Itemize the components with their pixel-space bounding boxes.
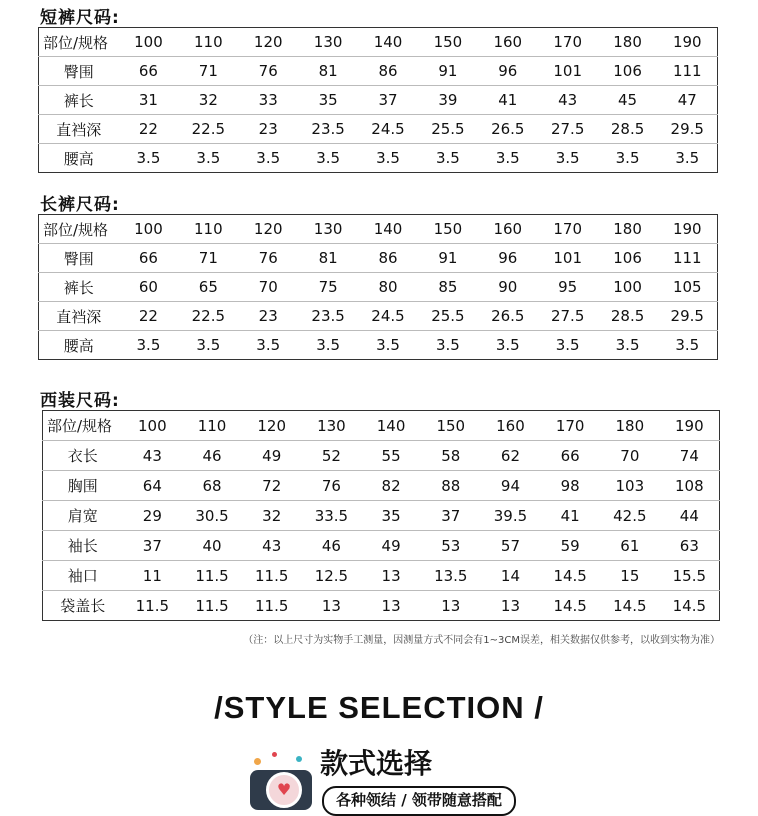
row-label-cell: 臀围 — [39, 244, 119, 273]
table-cell: 130 — [298, 215, 358, 244]
table-cell: 150 — [418, 215, 478, 244]
table-cell: 23.5 — [298, 302, 358, 331]
table-cell: 111 — [658, 244, 718, 273]
table-cell: 170 — [538, 28, 598, 57]
row-label-cell: 直裆深 — [39, 115, 119, 144]
table-cell: 91 — [418, 244, 478, 273]
table-cell: 120 — [242, 411, 302, 441]
table-cell: 120 — [238, 28, 298, 57]
table-cell: 3.5 — [555, 149, 580, 167]
table-cell: 24.5 — [358, 115, 418, 144]
table-cell: 150 — [421, 411, 481, 441]
table-cell: 33.5 — [302, 501, 362, 531]
style-selection-heading: /STYLE SELECTION / — [214, 690, 544, 725]
table-cell: 13 — [441, 596, 461, 615]
table-cell: 13 — [500, 596, 521, 615]
table-cell: 35 — [298, 86, 358, 115]
table-cell: 28.5 — [598, 115, 658, 144]
table-cell: 3.5 — [136, 149, 161, 167]
table-cell: 106 — [598, 244, 658, 273]
table-cell: 37 — [123, 531, 183, 561]
table-cell: 39.5 — [481, 501, 541, 531]
table-cell: 24.5 — [358, 302, 418, 331]
table-cell: 3.5 — [316, 149, 341, 167]
table-cell: 41 — [478, 86, 538, 115]
row-label-cell: 胸围 — [43, 471, 123, 501]
table-cell: 32 — [178, 86, 238, 115]
table-cell: 108 — [660, 471, 720, 501]
style-selection-cn-title: 款式选择 — [320, 747, 433, 780]
table-cell: 110 — [178, 28, 238, 57]
table-cell: 96 — [478, 244, 538, 273]
pants-size-table — [38, 214, 718, 360]
table-cell: 46 — [302, 531, 362, 561]
table-cell: 110 — [178, 215, 238, 244]
table-cell: 170 — [540, 411, 600, 441]
table-cell: 140 — [361, 411, 421, 441]
table-cell: 103 — [600, 471, 660, 501]
table-cell: 86 — [358, 244, 418, 273]
table-cell: 101 — [538, 57, 598, 86]
table-cell: 170 — [538, 215, 598, 244]
table-cell: 82 — [361, 471, 421, 501]
suit-size-title: 西装尺码: — [40, 391, 120, 411]
table-cell: 100 — [598, 273, 658, 302]
measurement-note: （注：以上尺寸为实物手工测量，因测量方式不同会有1~3CM误差，相关数据仅供参考，以收到实物为准） — [243, 635, 720, 646]
row-label-cell: 直裆深 — [39, 302, 119, 331]
table-cell: 85 — [418, 273, 478, 302]
table-cell: 11 — [123, 561, 183, 591]
table-cell: 3.5 — [675, 149, 700, 167]
table-cell: 14.5 — [540, 561, 600, 591]
table-cell: 23.5 — [298, 115, 358, 144]
table-cell: 31 — [119, 86, 179, 115]
tie-matching-pill: 各种领结 / 领带随意搭配 — [322, 786, 516, 816]
table-cell: 90 — [478, 273, 538, 302]
table-cell: 80 — [358, 273, 418, 302]
table-cell: 66 — [540, 441, 600, 471]
table-cell: 14 — [481, 561, 541, 591]
table-cell: 81 — [298, 57, 358, 86]
table-cell: 53 — [421, 531, 481, 561]
table-cell: 27.5 — [538, 302, 598, 331]
table-cell: 64 — [123, 471, 183, 501]
table-cell: 15 — [600, 561, 660, 591]
table-cell: 59 — [540, 531, 600, 561]
table-cell: 12.5 — [302, 561, 362, 591]
table-cell: 76 — [238, 57, 298, 86]
table-cell: 33 — [238, 86, 298, 115]
table-cell: 23 — [238, 115, 298, 144]
table-cell: 43 — [123, 441, 183, 471]
table-cell: 70 — [238, 273, 298, 302]
header-label-cell: 部位/规格 — [39, 215, 119, 244]
table-cell: 72 — [242, 471, 302, 501]
table-cell: 180 — [598, 215, 658, 244]
table-cell: 3.5 — [256, 336, 281, 354]
suit-size-table — [42, 410, 720, 621]
header-label-cell: 部位/规格 — [43, 411, 123, 441]
table-cell: 150 — [418, 28, 478, 57]
table-cell: 3.5 — [376, 336, 400, 354]
table-cell: 58 — [421, 441, 481, 471]
row-label-cell: 袖长 — [43, 531, 123, 561]
table-row — [39, 273, 718, 302]
table-cell: 28.5 — [598, 302, 658, 331]
table-cell: 74 — [660, 441, 720, 471]
table-cell: 61 — [600, 531, 660, 561]
table-cell: 3.5 — [495, 149, 520, 167]
table-cell: 23 — [238, 302, 298, 331]
header-label-cell: 部位/规格 — [39, 28, 119, 57]
table-row — [43, 471, 720, 501]
table-cell: 66 — [119, 244, 179, 273]
table-cell: 190 — [658, 215, 718, 244]
table-cell: 190 — [658, 28, 718, 57]
table-cell: 13 — [381, 596, 401, 615]
table-row — [43, 591, 720, 621]
table-cell: 22 — [119, 115, 179, 144]
table-cell: 11.5 — [135, 596, 170, 615]
table-cell: 47 — [658, 86, 718, 115]
table-cell: 22.5 — [178, 302, 238, 331]
table-row — [39, 331, 718, 360]
table-cell: 111 — [658, 57, 718, 86]
table-cell: 13.5 — [421, 561, 481, 591]
row-label-cell: 腰高 — [63, 336, 94, 355]
table-cell: 15.5 — [660, 561, 720, 591]
table-cell: 55 — [361, 441, 421, 471]
table-cell: 180 — [600, 411, 660, 441]
table-cell: 26.5 — [478, 115, 538, 144]
shorts-size-table — [38, 27, 718, 173]
table-row — [39, 86, 718, 115]
shorts-size-title: 短裤尺码: — [40, 8, 120, 28]
table-cell: 11.5 — [255, 596, 289, 615]
table-cell: 120 — [238, 215, 298, 244]
row-label-cell: 臀围 — [39, 57, 119, 86]
table-cell: 40 — [182, 531, 242, 561]
table-cell: 100 — [123, 411, 183, 441]
table-cell: 14.5 — [553, 596, 587, 615]
table-cell: 3.5 — [196, 336, 221, 354]
table-row — [39, 144, 718, 173]
row-label-cell: 裤长 — [39, 86, 119, 115]
table-cell: 22.5 — [178, 115, 238, 144]
table-cell: 42.5 — [600, 501, 660, 531]
row-label-cell: 袖口 — [43, 561, 123, 591]
table-cell: 130 — [298, 28, 358, 57]
table-cell: 43 — [538, 86, 598, 115]
table-cell: 100 — [119, 215, 179, 244]
table-cell: 101 — [538, 244, 598, 273]
table-cell: 70 — [600, 441, 660, 471]
confetti-dot-icon — [272, 752, 277, 757]
table-cell: 60 — [119, 273, 179, 302]
table-cell: 11.5 — [195, 596, 229, 615]
table-cell: 105 — [658, 273, 718, 302]
table-cell: 71 — [178, 244, 238, 273]
table-cell: 32 — [242, 501, 302, 531]
table-cell: 110 — [182, 411, 242, 441]
table-cell: 140 — [358, 28, 418, 57]
table-cell: 91 — [418, 57, 478, 86]
table-cell: 94 — [481, 471, 541, 501]
table-cell: 3.5 — [316, 336, 341, 354]
row-label-cell: 衣长 — [43, 441, 123, 471]
table-cell: 46 — [182, 441, 242, 471]
table-cell: 3.5 — [615, 149, 640, 167]
table-cell: 3.5 — [136, 336, 161, 354]
table-cell: 96 — [478, 57, 538, 86]
table-cell: 57 — [481, 531, 541, 561]
table-row — [39, 115, 718, 144]
table-cell: 29 — [123, 501, 183, 531]
table-cell: 68 — [182, 471, 242, 501]
table-cell: 49 — [361, 531, 421, 561]
table-row — [43, 561, 720, 591]
table-cell: 26.5 — [478, 302, 538, 331]
table-cell: 29.5 — [658, 302, 718, 331]
row-label-cell: 裤长 — [39, 273, 119, 302]
table-cell: 160 — [478, 215, 538, 244]
table-cell: 44 — [660, 501, 720, 531]
table-header-row — [39, 28, 718, 57]
table-row — [43, 531, 720, 561]
table-cell: 11.5 — [242, 561, 302, 591]
table-cell: 29.5 — [658, 115, 718, 144]
table-cell: 11.5 — [182, 561, 242, 591]
table-cell: 13 — [321, 596, 341, 615]
table-row — [39, 302, 718, 331]
table-cell: 160 — [481, 411, 541, 441]
table-cell: 13 — [361, 561, 421, 591]
table-cell: 65 — [178, 273, 238, 302]
pants-size-title: 长裤尺码: — [40, 195, 120, 215]
table-cell: 52 — [302, 441, 362, 471]
table-cell: 30.5 — [182, 501, 242, 531]
row-label-cell: 腰高 — [63, 149, 94, 168]
table-cell: 39 — [418, 86, 478, 115]
table-cell: 160 — [478, 28, 538, 57]
table-row — [39, 57, 718, 86]
table-row — [43, 441, 720, 471]
table-header-row — [39, 215, 718, 244]
table-cell: 3.5 — [256, 149, 281, 167]
table-cell: 140 — [358, 215, 418, 244]
row-label-cell: 袋盖长 — [60, 597, 106, 615]
table-cell: 22 — [119, 302, 179, 331]
table-cell: 3.5 — [196, 149, 221, 167]
table-cell: 14.5 — [613, 596, 647, 615]
table-cell: 25.5 — [418, 302, 478, 331]
table-cell: 35 — [361, 501, 421, 531]
table-cell: 49 — [242, 441, 302, 471]
table-cell: 25.5 — [418, 115, 478, 144]
table-cell: 190 — [660, 411, 720, 441]
table-header-row — [43, 411, 720, 441]
table-cell: 106 — [598, 57, 658, 86]
table-cell: 88 — [421, 471, 481, 501]
table-cell: 3.5 — [495, 336, 520, 354]
table-cell: 76 — [302, 471, 362, 501]
confetti-dot-icon — [296, 756, 302, 762]
table-cell: 27.5 — [538, 115, 598, 144]
table-cell: 3.5 — [675, 336, 700, 354]
table-cell: 62 — [481, 441, 541, 471]
table-cell: 95 — [538, 273, 598, 302]
heart-icon: ♥ — [266, 772, 302, 808]
table-cell: 3.5 — [435, 336, 460, 354]
table-cell: 45 — [598, 86, 658, 115]
table-cell: 41 — [540, 501, 600, 531]
table-cell: 98 — [540, 471, 600, 501]
table-cell: 130 — [302, 411, 362, 441]
confetti-dot-icon — [254, 758, 261, 765]
table-cell: 86 — [358, 57, 418, 86]
table-cell: 75 — [298, 273, 358, 302]
table-cell: 66 — [119, 57, 179, 86]
table-cell: 63 — [660, 531, 720, 561]
table-cell: 37 — [421, 501, 481, 531]
table-cell: 3.5 — [615, 336, 640, 354]
table-cell: 43 — [242, 531, 302, 561]
table-cell: 3.5 — [555, 336, 580, 354]
table-cell: 180 — [598, 28, 658, 57]
table-cell: 37 — [358, 86, 418, 115]
table-cell: 76 — [238, 244, 298, 273]
row-label-cell: 肩宽 — [43, 501, 123, 531]
table-cell: 71 — [178, 57, 238, 86]
table-row — [39, 244, 718, 273]
table-cell: 3.5 — [376, 149, 400, 167]
table-cell: 3.5 — [435, 149, 460, 167]
table-cell: 14.5 — [672, 596, 707, 615]
table-cell: 81 — [298, 244, 358, 273]
table-cell: 100 — [119, 28, 179, 57]
table-row — [43, 501, 720, 531]
